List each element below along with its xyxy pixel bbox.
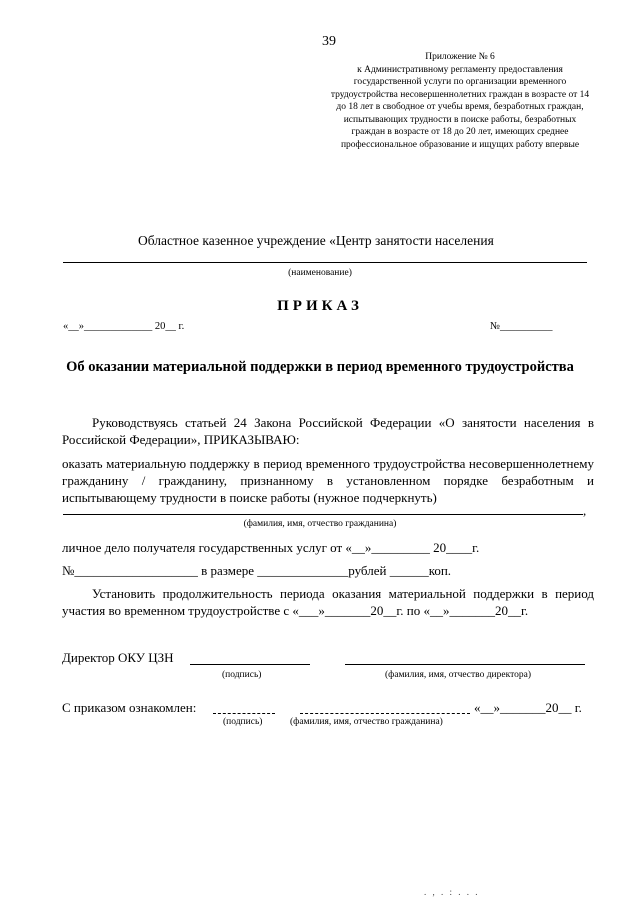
page-number: 39 [322,34,336,49]
director-name-line [345,664,585,665]
order-title: Об оказании материальной поддержки в период временного трудоустройства [66,359,574,375]
citizen-name-line [63,514,583,515]
paragraph-duration: Установить продолжительность периода оказания материальной поддержки в период участия во временном трудоустройстве с «___»_______20__г. по «__»_______20__г. [62,586,594,618]
acknowledge-name-caption: (фамилия, имя, отчество гражданина) [290,717,443,727]
document-heading: ПРИКАЗ [277,298,363,314]
acknowledge-signature-line [213,713,275,714]
organization-name: Областное казенное учреждение «Центр занятости населения [138,233,494,248]
acknowledge-name-line [300,713,470,714]
paragraph-amount: №___________________ в размере ______________рублей ______коп. [62,563,452,578]
director-label: Директор ОКУ ЦЗН [62,650,174,665]
order-number-field: №__________ [490,321,553,332]
paragraph-personal-file: личное дело получателя государственных услуг от «__»_________ 20____г. [62,540,480,555]
order-date-field: «__»_____________ 20__ г. [63,321,185,332]
paragraph-order: оказать материальную поддержку в период временного трудоустройства несовершеннолетнему гражданину / гражданину, признанному в установленном порядке безработным и испытывающему трудности в поиске работы (нужное подчеркнуть) [62,456,594,505]
appendix-text: к Административному регламенту предоставления государственной услуги по организации временного трудоустройства несовершеннолетних граждан в возрасте от 14 до 18 лет в свободное от учебы время, безработных граждан, испытывающих трудности в поиске работы, безработных граждан в возрасте от 18 до 20 лет, имеющих среднее профессиональное образование и ищущих работу впервые [330,64,590,150]
citizen-name-caption: (фамилия, имя, отчество гражданина) [243,519,397,529]
scan-artifact-marks: . , . : . . . [424,887,480,897]
appendix-title: Приложение № 6 [425,52,495,62]
director-signature-line [190,664,310,665]
director-signature-caption: (подпись) [222,670,262,680]
director-name-caption: (фамилия, имя, отчество директора) [385,670,531,680]
organization-caption: (наименование) [288,268,352,278]
acknowledge-date-field: «__»_______20__ г. [474,700,582,715]
acknowledge-signature-caption: (подпись) [223,717,263,727]
organization-field-line [63,262,587,263]
citizen-name-comma: , [583,503,587,518]
paragraph-basis: Руководствуясь статьей 24 Закона Российской Федерации «О занятости населения в Российской Федерации», ПРИКАЗЫВАЮ: [62,415,594,447]
appendix-block [330,51,590,151]
acknowledge-label: С приказом ознакомлен: [62,700,197,715]
